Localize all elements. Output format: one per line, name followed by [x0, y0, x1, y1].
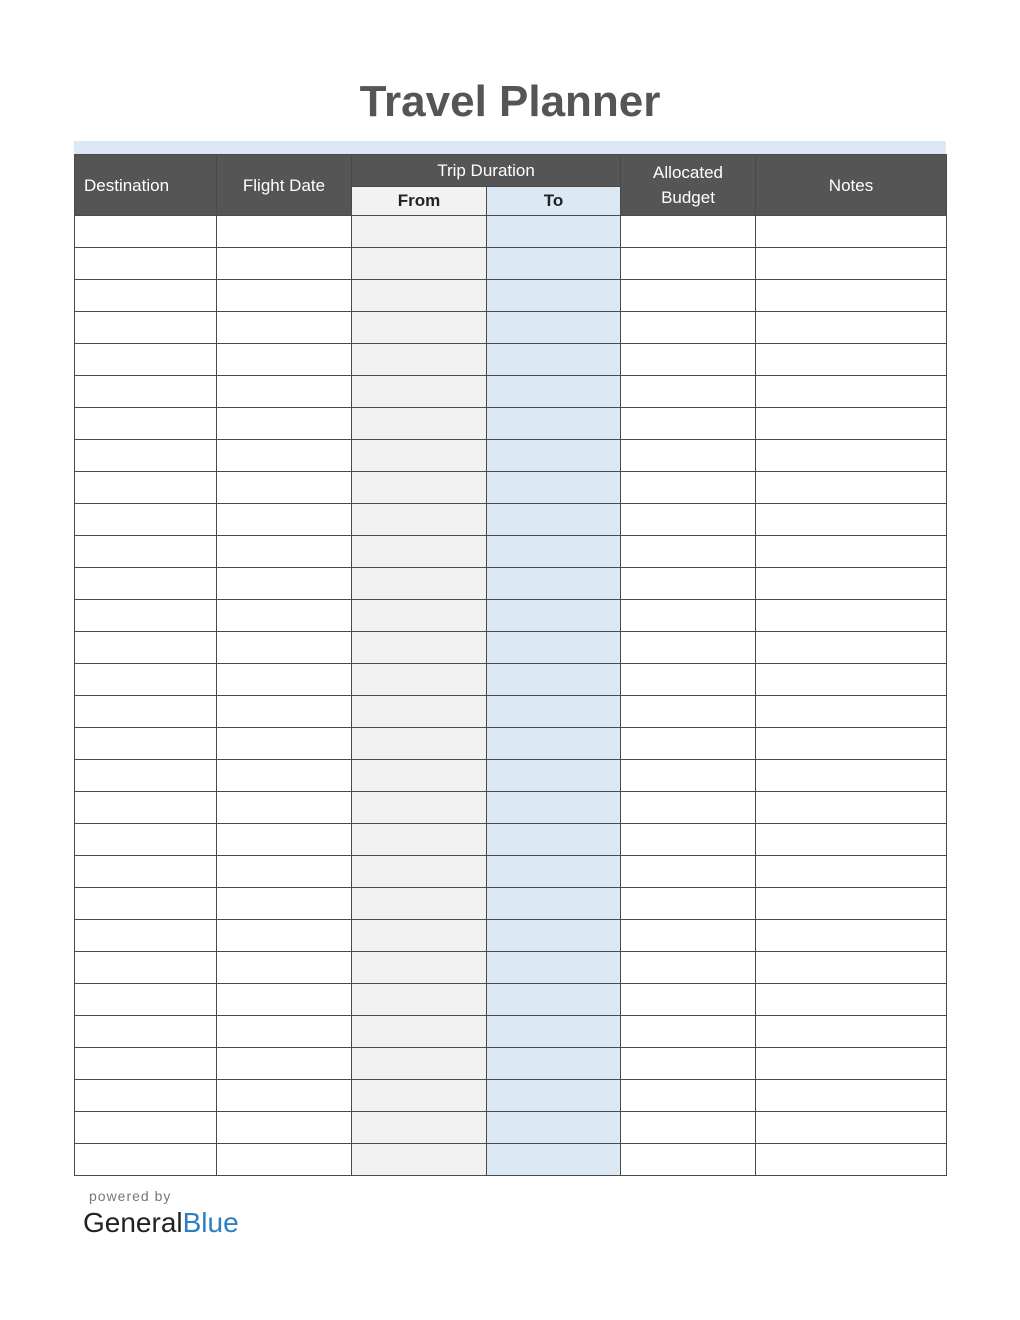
- cell-destination[interactable]: [75, 856, 217, 888]
- cell-allocated-budget[interactable]: [621, 728, 756, 760]
- cell-allocated-budget[interactable]: [621, 1112, 756, 1144]
- table-row: [75, 600, 947, 632]
- cell-notes[interactable]: [756, 856, 947, 888]
- cell-from[interactable]: [352, 568, 487, 600]
- table-row: [75, 280, 947, 312]
- table-row: [75, 536, 947, 568]
- cell-notes[interactable]: [756, 728, 947, 760]
- table-row: [75, 440, 947, 472]
- cell-to[interactable]: [487, 696, 621, 728]
- table-row: [75, 824, 947, 856]
- cell-from[interactable]: [352, 856, 487, 888]
- cell-destination[interactable]: [75, 760, 217, 792]
- cell-notes[interactable]: [756, 376, 947, 408]
- cell-notes[interactable]: [756, 824, 947, 856]
- cell-to[interactable]: [487, 984, 621, 1016]
- cell-allocated-budget[interactable]: [621, 1048, 756, 1080]
- cell-notes[interactable]: [756, 472, 947, 504]
- cell-destination[interactable]: [75, 888, 217, 920]
- cell-to[interactable]: [487, 856, 621, 888]
- table-row: [75, 792, 947, 824]
- table-row: [75, 504, 947, 536]
- cell-from[interactable]: [352, 952, 487, 984]
- cell-notes[interactable]: [756, 344, 947, 376]
- cell-to[interactable]: [487, 440, 621, 472]
- cell-from[interactable]: [352, 504, 487, 536]
- cell-allocated-budget[interactable]: [621, 632, 756, 664]
- cell-flight-date[interactable]: [217, 280, 352, 312]
- cell-allocated-budget[interactable]: [621, 856, 756, 888]
- cell-allocated-budget[interactable]: [621, 376, 756, 408]
- cell-flight-date[interactable]: [217, 1144, 352, 1176]
- cell-to[interactable]: [487, 600, 621, 632]
- cell-flight-date[interactable]: [217, 1016, 352, 1048]
- table-row: [75, 312, 947, 344]
- cell-destination[interactable]: [75, 984, 217, 1016]
- cell-notes[interactable]: [756, 1112, 947, 1144]
- cell-destination[interactable]: [75, 408, 217, 440]
- cell-destination[interactable]: [75, 1144, 217, 1176]
- cell-flight-date[interactable]: [217, 664, 352, 696]
- cell-allocated-budget[interactable]: [621, 984, 756, 1016]
- cell-flight-date[interactable]: [217, 312, 352, 344]
- cell-to[interactable]: [487, 888, 621, 920]
- cell-notes[interactable]: [756, 1016, 947, 1048]
- cell-flight-date[interactable]: [217, 984, 352, 1016]
- cell-destination[interactable]: [75, 1048, 217, 1080]
- cell-notes[interactable]: [756, 984, 947, 1016]
- cell-destination[interactable]: [75, 472, 217, 504]
- cell-from[interactable]: [352, 1144, 487, 1176]
- cell-to[interactable]: [487, 376, 621, 408]
- cell-to[interactable]: [487, 728, 621, 760]
- table-row: [75, 376, 947, 408]
- header-from: From: [352, 187, 487, 216]
- cell-flight-date[interactable]: [217, 920, 352, 952]
- cell-from[interactable]: [352, 696, 487, 728]
- cell-notes[interactable]: [756, 888, 947, 920]
- cell-to[interactable]: [487, 1016, 621, 1048]
- header-trip-duration: Trip Duration: [352, 155, 621, 187]
- cell-allocated-budget[interactable]: [621, 600, 756, 632]
- cell-destination[interactable]: [75, 248, 217, 280]
- cell-from[interactable]: [352, 1080, 487, 1112]
- cell-notes[interactable]: [756, 632, 947, 664]
- cell-destination[interactable]: [75, 664, 217, 696]
- cell-to[interactable]: [487, 1112, 621, 1144]
- generalblue-logo: [83, 1206, 239, 1240]
- cell-flight-date[interactable]: [217, 696, 352, 728]
- cell-to[interactable]: [487, 312, 621, 344]
- cell-flight-date[interactable]: [217, 344, 352, 376]
- cell-allocated-budget[interactable]: [621, 504, 756, 536]
- cell-notes[interactable]: [756, 504, 947, 536]
- cell-allocated-budget[interactable]: [621, 824, 756, 856]
- cell-destination[interactable]: [75, 600, 217, 632]
- cell-destination[interactable]: [75, 568, 217, 600]
- cell-to[interactable]: [487, 1144, 621, 1176]
- cell-notes[interactable]: [756, 1144, 947, 1176]
- cell-from[interactable]: [352, 792, 487, 824]
- cell-flight-date[interactable]: [217, 1048, 352, 1080]
- cell-flight-date[interactable]: [217, 792, 352, 824]
- title-accent-band: [74, 141, 946, 154]
- cell-flight-date[interactable]: [217, 728, 352, 760]
- cell-destination[interactable]: [75, 312, 217, 344]
- header-allocated-budget: [621, 155, 756, 216]
- cell-allocated-budget[interactable]: [621, 440, 756, 472]
- cell-flight-date[interactable]: [217, 760, 352, 792]
- cell-to[interactable]: [487, 216, 621, 248]
- cell-to[interactable]: [487, 536, 621, 568]
- table-row: [75, 856, 947, 888]
- cell-allocated-budget[interactable]: [621, 216, 756, 248]
- cell-allocated-budget[interactable]: [621, 536, 756, 568]
- cell-allocated-budget[interactable]: [621, 888, 756, 920]
- brand-blue: Blue: [182, 1207, 239, 1238]
- cell-from[interactable]: [352, 408, 487, 440]
- cell-from[interactable]: [352, 248, 487, 280]
- cell-allocated-budget[interactable]: [621, 1144, 756, 1176]
- cell-destination[interactable]: [75, 280, 217, 312]
- cell-to[interactable]: [487, 1080, 621, 1112]
- cell-notes[interactable]: [756, 312, 947, 344]
- cell-allocated-budget[interactable]: [621, 760, 756, 792]
- table-row: [75, 632, 947, 664]
- cell-from[interactable]: [352, 472, 487, 504]
- cell-flight-date[interactable]: [217, 856, 352, 888]
- table-row: [75, 216, 947, 248]
- cell-from[interactable]: [352, 632, 487, 664]
- table-row: [75, 344, 947, 376]
- cell-destination[interactable]: [75, 824, 217, 856]
- cell-to[interactable]: [487, 760, 621, 792]
- cell-flight-date[interactable]: [217, 888, 352, 920]
- cell-destination[interactable]: [75, 920, 217, 952]
- cell-from[interactable]: [352, 824, 487, 856]
- cell-notes[interactable]: [756, 440, 947, 472]
- cell-flight-date[interactable]: [217, 568, 352, 600]
- table-row: [75, 1048, 947, 1080]
- cell-allocated-budget[interactable]: [621, 920, 756, 952]
- table-row: [75, 1112, 947, 1144]
- cell-notes[interactable]: [756, 536, 947, 568]
- cell-to[interactable]: [487, 280, 621, 312]
- cell-from[interactable]: [352, 760, 487, 792]
- cell-from[interactable]: [352, 344, 487, 376]
- cell-flight-date[interactable]: [217, 472, 352, 504]
- cell-to[interactable]: [487, 952, 621, 984]
- travel-planner-table: [74, 154, 947, 1176]
- cell-notes[interactable]: [756, 600, 947, 632]
- cell-allocated-budget[interactable]: [621, 664, 756, 696]
- table-row: [75, 952, 947, 984]
- cell-allocated-budget[interactable]: [621, 952, 756, 984]
- cell-notes[interactable]: [756, 280, 947, 312]
- cell-allocated-budget[interactable]: [621, 280, 756, 312]
- table-row: [75, 888, 947, 920]
- cell-to[interactable]: [487, 568, 621, 600]
- cell-destination[interactable]: [75, 696, 217, 728]
- cell-destination[interactable]: [75, 216, 217, 248]
- table-body: [75, 216, 947, 1176]
- powered-by-label: powered by: [89, 1188, 172, 1204]
- cell-notes[interactable]: [756, 568, 947, 600]
- cell-to[interactable]: [487, 472, 621, 504]
- cell-notes[interactable]: [756, 1048, 947, 1080]
- cell-from[interactable]: [352, 728, 487, 760]
- cell-destination[interactable]: [75, 632, 217, 664]
- table-row: [75, 1144, 947, 1176]
- cell-destination[interactable]: [75, 792, 217, 824]
- cell-flight-date[interactable]: [217, 216, 352, 248]
- cell-allocated-budget[interactable]: [621, 1080, 756, 1112]
- header-destination: Destination: [75, 155, 217, 216]
- table-row: [75, 1080, 947, 1112]
- table-row: [75, 728, 947, 760]
- cell-notes[interactable]: [756, 216, 947, 248]
- table-row: [75, 760, 947, 792]
- brand-general: General: [83, 1207, 183, 1238]
- page-title: Travel Planner: [359, 77, 661, 126]
- cell-notes[interactable]: [756, 952, 947, 984]
- cell-notes[interactable]: [756, 920, 947, 952]
- cell-from[interactable]: [352, 984, 487, 1016]
- table-row: [75, 696, 947, 728]
- cell-notes[interactable]: [756, 760, 947, 792]
- cell-allocated-budget[interactable]: [621, 568, 756, 600]
- cell-to[interactable]: [487, 344, 621, 376]
- cell-flight-date[interactable]: [217, 632, 352, 664]
- cell-from[interactable]: [352, 920, 487, 952]
- cell-to[interactable]: [487, 792, 621, 824]
- cell-flight-date[interactable]: [217, 600, 352, 632]
- cell-notes[interactable]: [756, 696, 947, 728]
- cell-allocated-budget[interactable]: [621, 248, 756, 280]
- cell-flight-date[interactable]: [217, 248, 352, 280]
- cell-from[interactable]: [352, 280, 487, 312]
- cell-to[interactable]: [487, 664, 621, 696]
- header-allocated-budget-line2: Budget: [661, 188, 715, 207]
- cell-from[interactable]: [352, 536, 487, 568]
- cell-flight-date[interactable]: [217, 536, 352, 568]
- cell-notes[interactable]: [756, 792, 947, 824]
- table-row: [75, 1016, 947, 1048]
- cell-from[interactable]: [352, 376, 487, 408]
- cell-flight-date[interactable]: [217, 824, 352, 856]
- cell-flight-date[interactable]: [217, 504, 352, 536]
- cell-notes[interactable]: [756, 664, 947, 696]
- cell-flight-date[interactable]: [217, 376, 352, 408]
- table-row: [75, 472, 947, 504]
- cell-destination[interactable]: [75, 728, 217, 760]
- cell-notes[interactable]: [756, 408, 947, 440]
- cell-to[interactable]: [487, 248, 621, 280]
- cell-to[interactable]: [487, 1048, 621, 1080]
- cell-allocated-budget[interactable]: [621, 1016, 756, 1048]
- cell-from[interactable]: [352, 312, 487, 344]
- cell-to[interactable]: [487, 632, 621, 664]
- cell-from[interactable]: [352, 888, 487, 920]
- cell-flight-date[interactable]: [217, 408, 352, 440]
- cell-destination[interactable]: [75, 440, 217, 472]
- cell-allocated-budget[interactable]: [621, 408, 756, 440]
- cell-from[interactable]: [352, 600, 487, 632]
- cell-allocated-budget[interactable]: [621, 792, 756, 824]
- cell-allocated-budget[interactable]: [621, 472, 756, 504]
- header-allocated-budget-line1: Allocated: [653, 163, 723, 182]
- cell-to[interactable]: [487, 504, 621, 536]
- cell-destination[interactable]: [75, 376, 217, 408]
- cell-destination[interactable]: [75, 952, 217, 984]
- table-row: [75, 248, 947, 280]
- table-row: [75, 664, 947, 696]
- header-to: To: [487, 187, 621, 216]
- cell-to[interactable]: [487, 408, 621, 440]
- cell-flight-date[interactable]: [217, 1112, 352, 1144]
- table-row: [75, 408, 947, 440]
- table-row: [75, 984, 947, 1016]
- cell-destination[interactable]: [75, 344, 217, 376]
- cell-allocated-budget[interactable]: [621, 696, 756, 728]
- cell-allocated-budget[interactable]: [621, 312, 756, 344]
- cell-from[interactable]: [352, 216, 487, 248]
- cell-allocated-budget[interactable]: [621, 344, 756, 376]
- cell-from[interactable]: [352, 1112, 487, 1144]
- table-row: [75, 920, 947, 952]
- cell-notes[interactable]: [756, 1080, 947, 1112]
- cell-destination[interactable]: [75, 504, 217, 536]
- cell-to[interactable]: [487, 824, 621, 856]
- cell-flight-date[interactable]: [217, 952, 352, 984]
- table-row: [75, 568, 947, 600]
- cell-from[interactable]: [352, 664, 487, 696]
- cell-flight-date[interactable]: [217, 440, 352, 472]
- cell-from[interactable]: [352, 1016, 487, 1048]
- header-notes: Notes: [756, 155, 947, 216]
- cell-from[interactable]: [352, 440, 487, 472]
- cell-destination[interactable]: [75, 1112, 217, 1144]
- cell-destination[interactable]: [75, 1016, 217, 1048]
- cell-to[interactable]: [487, 920, 621, 952]
- header-flight-date: Flight Date: [217, 155, 352, 216]
- cell-flight-date[interactable]: [217, 1080, 352, 1112]
- cell-destination[interactable]: [75, 536, 217, 568]
- cell-notes[interactable]: [756, 248, 947, 280]
- cell-from[interactable]: [352, 1048, 487, 1080]
- cell-destination[interactable]: [75, 1080, 217, 1112]
